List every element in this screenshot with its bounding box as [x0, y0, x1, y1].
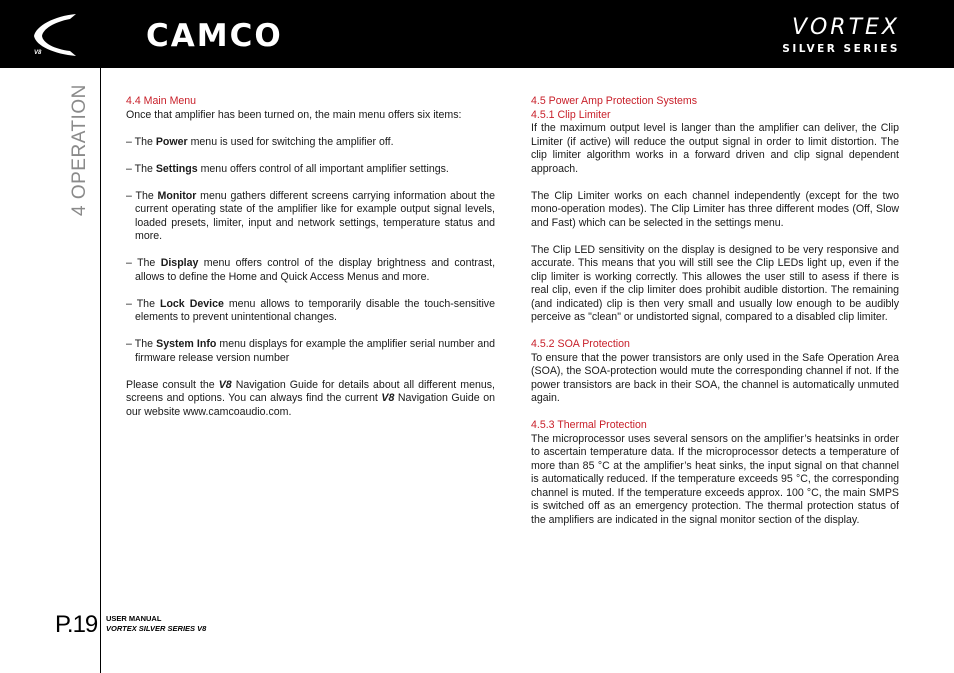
- right-column: [531, 95, 899, 527]
- closing-paragraph: Please consult the V8 Navigation Guide for details about all different menus, screens and options. You can always find the current V8 Navigation Guide on our website www.camcoaudio.com.: [126, 378, 496, 418]
- clip-paragraph-3: The Clip LED sensitivity on the display is designed to be very responsive and accurate. This means that you will still see the Clip LEDs light up, even if the clip limiter is working correctly. This allowes the user still to asess if there is real clip, even if the clip limiter does prohibit audible distortion. The remaining (and indicated) clip is then very small and usually low enough to be audibly perceive as "clean" or undistorted signal, compared to a disabled clip limiter.: [531, 243, 899, 323]
- intro-paragraph: Once that amplifier has been turned on, the main menu offers six items:: [126, 108, 462, 121]
- menu-item-settings: – The Settings menu offers control of all important amplifier settings.: [126, 162, 449, 175]
- menu-item-monitor: – The Monitor menu gathers different screens carrying information about the current operating state of the amplifier like for example output signal levels, loaded presets, limiter, input and network settings, temperature status and more.: [126, 189, 495, 242]
- clip-paragraph-1: If the maximum output level is langer than the amplifier can deliver, the Clip Limiter (if active) will reduce the output signal in order to limit distortion. The clip limiter algorithm works in a forward driven and clip signal dependent approach.: [531, 122, 899, 175]
- subheading-clip-limiter: 4.5.1 Clip Limiter: [531, 108, 611, 121]
- page-header: [0, 0, 954, 68]
- logo-badge: V8: [34, 50, 42, 56]
- manual-title: USER MANUAL: [106, 614, 162, 623]
- menu-item-power: – The Power menu is used for switching the amplifier off.: [126, 135, 394, 148]
- menu-item-lock-device: – The Lock Device menu allows to temporarily disable the touch-sensitive elements to prevent unintentional changes.: [126, 297, 495, 323]
- brand-wordmark: CAMCO: [146, 18, 283, 54]
- menu-item-system-info: – The System Info menu displays for example the amplifier serial number and firmware release version number: [126, 338, 496, 364]
- series-subtitle: SILVER SERIES: [782, 43, 900, 55]
- manual-subtitle: VORTEX SILVER SERIES V8: [106, 624, 207, 633]
- section-label: 4 OPERATION: [69, 84, 90, 216]
- soa-paragraph: To ensure that the power transistors are only used in the Safe Operation Area (SOA), the SOA-protection would mute the corresponding channel if not. If the power transistors are back in their SOA, the channel is automatically unmuted again.: [531, 351, 899, 404]
- page-number: P.19: [55, 611, 98, 638]
- menu-item-display: – The Display menu offers control of the display brightness and contrast, allows to define the Home and Quick Access Menus and more.: [126, 257, 496, 283]
- section-heading-protection: 4.5 Power Amp Protection Systems: [531, 95, 698, 107]
- left-column: [126, 95, 495, 419]
- subheading-thermal-protection: 4.5.3 Thermal Protection: [531, 419, 647, 431]
- thermal-paragraph: The microprocessor uses several sensors on the amplifier’s heatsinks in order to ascertain temperature data. If the microprocessor detects a temperature of more than 85 °C at the amplifier’s heat sinks, the input signal on that channel is automatically reduced. If the temperature exceeds 95 °C, the corresponding channel is muted. If the temperature exceeds approx. 100 °C, the main SMPS is switched off as an emergency protection. The thermal protection status of the amplifiers are indicated in the signal monitor section of the display.: [531, 432, 899, 526]
- margin-divider: [100, 68, 101, 673]
- manual-footer: [106, 614, 206, 634]
- section-heading-main-menu: 4.4 Main Menu: [126, 95, 197, 107]
- subheading-soa-protection: 4.5.2 SOA Protection: [531, 338, 630, 350]
- clip-paragraph-2: The Clip Limiter works on each channel independently (except for the two mono-operation modes). The Clip Limiter has three different modes (Off, Slow and Fast) which can be selected in the settings menu.: [531, 189, 899, 229]
- product-title: VORTEX: [791, 15, 900, 40]
